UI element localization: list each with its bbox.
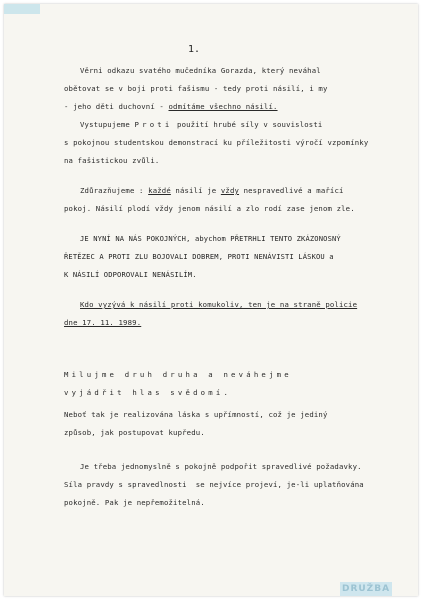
p3-emphasis-2: vždy [220,186,240,195]
p2-line-1-end: použití hrubé síly v souvislosti [172,120,323,129]
p3-line-2: pokoj. Násilí plodí vždy jenom násilí a zlo rodí zase jenom zle. [64,204,355,213]
corner-tape [4,4,40,14]
p5-line-2: dne 17. 11. 1989. [64,318,142,327]
paper-watermark: DRUŽBA [341,584,391,594]
p2-line-1 [80,120,322,129]
document-page [4,4,418,596]
p4-line-2: ŘETĚZEC A PROTI ZLU BOJOVALI DOBREM, PROTI NENÁVISTI LÁSKOU a [64,252,334,261]
p3-emphasis-1: každé [148,186,171,195]
p3-line-1-end: nespravedlivé a mařící [239,186,344,195]
p6-line-2: vyjádřit hlas svědomí. [64,388,232,397]
p4-line-3: K NÁSILÍ ODPOROVALI NENÁSILÍM. [64,270,197,279]
p6-line-3: Neboť tak je realizována láska s upřímností, což je jediný [64,410,328,419]
p3-line-1 [80,186,344,195]
p7-line-1: Je třeba jednomyslně s pokojně podpořit spravedlivé požadavky. [80,462,362,471]
p2-line-2: s pokojnou studentskou demonstrací ku příležitosti výročí vzpomínky [64,138,369,147]
p1-line-3 [64,102,278,111]
p6-line-4: způsob, jak postupovat kupředu. [64,428,205,437]
p2-line-3: na fašistickou zvůli. [64,156,160,165]
p3-line-1-start: Zdůrazňujeme : [80,186,149,195]
p1-line-1: Věrni odkazu svatého mučedníka Gorazda, který neváhal [80,66,321,75]
p3-line-1-mid: násilí je [170,186,221,195]
p1-line-2: obětovat se v boji proti fašismu - tedy proti násilí, i my [64,84,328,93]
p6-line-1: Milujme druh druha a neváhejme [64,370,292,379]
page-number: 1. [188,44,201,55]
p7-line-2: Síla pravdy s spravedlnosti se nejvíce projeví, je-li uplatňována [64,480,364,489]
p7-line-3: pokojně. Pak je nepřemožitelná. [64,498,205,507]
p2-spaced-word: Proti [134,120,173,129]
p1-emphasis: odmítáme všechno násilí. [168,102,278,111]
p4-line-1: JE NYNÍ NA NÁS POKOJNÝCH, abychom PŘETRHLI TENTO ZKÁZONOSNÝ [80,234,341,243]
p5-line-1: Kdo vyzývá k násilí proti komukoliv, ten je na straně policie [80,300,358,309]
p2-line-1-start: Vystupujeme [80,120,135,129]
p1-line-3-text: - jeho děti duchovní - [64,102,169,111]
